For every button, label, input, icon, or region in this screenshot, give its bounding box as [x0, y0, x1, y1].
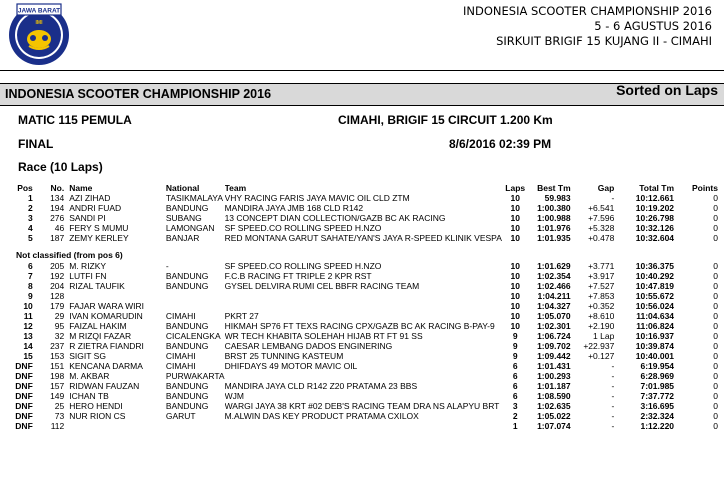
table-row: [0, 233, 724, 243]
table-row: [0, 331, 724, 341]
cell-points: 0: [713, 371, 718, 381]
cell-laps: 10: [510, 203, 520, 213]
cell-gap: -: [611, 401, 615, 411]
cell-national: [166, 291, 225, 301]
cell-pos: 4: [28, 223, 33, 233]
cell-gap: -: [611, 391, 615, 401]
table-row: [0, 223, 724, 233]
cell-gap: +7.853: [588, 291, 615, 301]
cell-no: 192: [50, 271, 65, 281]
cell-laps: 10: [510, 311, 520, 321]
cell-total-time: 10:16.937: [635, 331, 675, 341]
cell-total-time: 10:32.126: [635, 223, 675, 233]
cell-points: 0: [713, 411, 718, 421]
cell-team: 13 CONCEPT DIAN COLLECTION/GAZB BC AK RACING: [224, 213, 446, 223]
cell-laps: 1: [512, 421, 518, 431]
table-row: [0, 301, 724, 311]
cell-team: SF SPEED.CO ROLLING SPEED H.NZO: [224, 223, 382, 233]
cell-best-time: 1:01.187: [537, 381, 571, 391]
cell-total-time: 10:39.874: [635, 341, 675, 351]
cell-no: 204: [50, 281, 65, 291]
cell-best-time: 1:01.935: [537, 233, 571, 243]
table-row: [0, 261, 724, 271]
cell-pos: 11: [23, 311, 33, 321]
col-no: No.: [50, 183, 65, 193]
cell-no: 276: [50, 213, 65, 223]
cell-best-time: 1:00.988: [537, 213, 571, 223]
cell-no: 237: [50, 341, 65, 351]
event-dates: 5 - 6 AGUSTUS 2016: [594, 19, 712, 33]
cell-name: M. RIZKY: [69, 261, 107, 271]
cell-team: BRST 25 TUNNING KASTEUM: [224, 351, 344, 361]
cell-laps: 10: [510, 261, 520, 271]
cell-name: ICHAN TB: [69, 391, 109, 401]
results-table: [0, 183, 724, 431]
cell-laps: 10: [510, 301, 520, 311]
cell-best-time: 1:02.354: [537, 271, 571, 281]
cell-name: LUTFI FN: [69, 271, 107, 281]
cell-total-time: 7:37.772: [640, 391, 675, 401]
championship-title: INDONESIA SCOOTER CHAMPIONSHIP 2016: [5, 87, 272, 101]
table-row: [0, 351, 724, 361]
cell-no: 32: [54, 331, 65, 341]
cell-national: BANDUNG: [165, 203, 209, 213]
cell-national: CICALENGKA: [165, 331, 221, 341]
cell-team: M.ALWIN DAS KEY PRODUCT PRATAMA CXILOX: [224, 411, 419, 421]
cell-total-time: 10:56.024: [635, 301, 675, 311]
cell-name: NUR RION CS: [69, 411, 126, 421]
cell-pos: 7: [28, 271, 33, 281]
cell-gap: +0.478: [588, 233, 615, 243]
cell-gap: -: [611, 421, 615, 431]
cell-no: 187: [50, 233, 65, 243]
cell-best-time: 1:02.466: [537, 281, 571, 291]
cell-team: GYSEL DELVIRA RUMI CEL BBFR RACING TEAM: [224, 281, 420, 291]
event-header: [463, 4, 712, 49]
cell-pos: 1: [28, 193, 33, 203]
cell-team: WR TECH KHABITA SOLEHAH HIJAB RT FT 91 SS: [224, 331, 423, 341]
cell-pos: 13: [23, 331, 33, 341]
table-row: [0, 401, 724, 411]
cell-total-time: 1:12.220: [640, 421, 675, 431]
cell-points: 0: [713, 351, 718, 361]
cell-laps: 10: [510, 193, 520, 203]
cell-gap: +6.541: [588, 203, 615, 213]
logo-banner-text: JAWA BARAT: [17, 7, 61, 15]
cell-name: SIGIT SG: [69, 351, 106, 361]
col-best-time: Best Tm: [537, 183, 571, 193]
cell-national: [166, 301, 225, 311]
cell-pos: 15: [23, 351, 33, 361]
cell-no: 73: [54, 411, 65, 421]
cell-name: [69, 421, 166, 431]
class-name: MATIC 115 PEMULA: [18, 113, 132, 127]
cell-team: DHIFDAYS 49 MOTOR MAVIC OIL: [224, 361, 358, 371]
cell-pos: 12: [23, 321, 33, 331]
cell-points: 0: [713, 281, 718, 291]
cell-pos: DNF: [15, 391, 33, 401]
col-total-time: Total Tm: [639, 183, 675, 193]
cell-points: 0: [713, 193, 718, 203]
cell-total-time: 10:26.798: [635, 213, 675, 223]
cell-total-time: 10:40.001: [635, 351, 675, 361]
cell-best-time: 1:08.590: [537, 391, 571, 401]
cell-team: HIKMAH SP76 FT TEXS RACING CPX/GAZB BC AK RACING B-PAY-9: [224, 321, 495, 331]
cell-no: 29: [54, 311, 65, 321]
cell-total-time: 10:32.604: [635, 233, 675, 243]
table-row: [0, 421, 724, 431]
cell-laps: 6: [512, 381, 518, 391]
cell-points: 0: [713, 361, 718, 371]
cell-name: ZEMY KERLEY: [69, 233, 129, 243]
cell-name: KENCANA DARMA: [69, 361, 143, 371]
cell-team: [225, 371, 502, 381]
cell-total-time: 3:16.695: [640, 401, 675, 411]
table-row: [0, 271, 724, 281]
cell-gap: +7.527: [588, 281, 615, 291]
not-classified-section: [0, 249, 724, 261]
imi-jawa-barat-logo: [7, 2, 71, 66]
cell-pos: 9: [28, 291, 33, 301]
cell-points: 0: [713, 331, 718, 341]
cell-team: SF SPEED.CO ROLLING SPEED H.NZO: [224, 261, 382, 271]
table-row: [0, 193, 724, 203]
cell-laps: 10: [510, 271, 520, 281]
cell-no: 151: [50, 361, 65, 371]
cell-gap: -: [611, 411, 615, 421]
cell-laps: 9: [512, 341, 518, 351]
cell-national: BANJAR: [165, 233, 200, 243]
table-row: [0, 411, 724, 421]
header-divider: [0, 70, 724, 71]
cell-points: 0: [713, 271, 718, 281]
cell-no: 153: [50, 351, 65, 361]
cell-no: 134: [50, 193, 65, 203]
cell-national: TASIKMALAYA: [165, 193, 223, 203]
cell-no: 46: [54, 223, 65, 233]
cell-gap: +3.917: [588, 271, 615, 281]
table-row: [0, 213, 724, 223]
cell-national: BANDUNG: [165, 341, 209, 351]
cell-best-time: 1:00.293: [537, 371, 571, 381]
cell-national: BANDUNG: [165, 391, 209, 401]
cell-no: 179: [50, 301, 65, 311]
cell-pos: 2: [28, 203, 33, 213]
cell-team: [225, 291, 502, 301]
cell-team: MANDIRA JAYA JMB 168 CLD R142: [224, 203, 364, 213]
table-header-row: [0, 183, 724, 193]
cell-total-time: 10:40.292: [635, 271, 675, 281]
cell-points: 0: [713, 233, 718, 243]
cell-best-time: 1:02.301: [537, 321, 571, 331]
cell-total-time: 6:28.969: [640, 371, 675, 381]
cell-name: RIDWAN FAUZAN: [69, 381, 140, 391]
cell-pos: 5: [28, 233, 33, 243]
cell-total-time: 10:12.661: [635, 193, 675, 203]
cell-points: 0: [713, 381, 718, 391]
cell-no: 112: [50, 421, 65, 431]
cell-best-time: 59.983: [544, 193, 571, 203]
event-venue: SIRKUIT BRIGIF 15 KUJANG II - CIMAHI: [496, 34, 712, 48]
cell-no: 198: [50, 371, 65, 381]
cell-gap: +22.937: [583, 341, 615, 351]
cell-laps: 3: [512, 401, 518, 411]
championship-bar: [0, 83, 724, 106]
table-row: [0, 203, 724, 213]
cell-gap: -: [611, 371, 615, 381]
cell-total-time: 7:01.985: [640, 381, 675, 391]
cell-laps: 6: [512, 361, 518, 371]
cell-laps: 6: [512, 371, 518, 381]
cell-best-time: 1:01.431: [537, 361, 571, 371]
cell-name: M RIZQI FAZAR: [69, 331, 132, 341]
cell-best-time: 1:05.070: [537, 311, 571, 321]
cell-national: BANDUNG: [165, 281, 209, 291]
cell-best-time: 1:05.022: [537, 411, 571, 421]
cell-team: [225, 301, 502, 311]
table-row: [0, 371, 724, 381]
cell-pos: DNF: [15, 421, 33, 431]
cell-team: WARGI JAYA 38 KRT #02 DEB'S RACING TEAM DRA NS ALAPYU BRT: [224, 401, 500, 411]
cell-total-time: 2:32.324: [640, 411, 675, 421]
cell-name: M. AKBAR: [69, 371, 110, 381]
cell-points: 0: [713, 213, 718, 223]
cell-gap: +2.190: [588, 321, 615, 331]
cell-points: 0: [713, 321, 718, 331]
cell-gap: -: [611, 361, 615, 371]
cell-pos: DNF: [15, 361, 33, 371]
cell-laps: 10: [510, 213, 520, 223]
cell-points: 0: [713, 261, 718, 271]
cell-pos: 6: [28, 261, 33, 271]
cell-best-time: 1:00.380: [537, 203, 571, 213]
cell-laps: 10: [510, 223, 520, 233]
cell-national: GARUT: [165, 411, 196, 421]
cell-gap: +5.328: [588, 223, 615, 233]
table-row: [0, 391, 724, 401]
cell-national: CIMAHI: [165, 361, 196, 371]
cell-best-time: 1:04.327: [537, 301, 571, 311]
cell-best-time: 1:01.629: [537, 261, 571, 271]
cell-best-time: 1:04.211: [537, 291, 571, 301]
cell-no: 149: [50, 391, 65, 401]
cell-pos: 3: [28, 213, 33, 223]
cell-name: FAJAR WARA WIRI: [69, 301, 145, 311]
cell-points: 0: [713, 391, 718, 401]
cell-gap: +8.610: [588, 311, 615, 321]
cell-no: 128: [50, 291, 65, 301]
cell-name: AZI ZIHAD: [69, 193, 111, 203]
event-title: INDONESIA SCOOTER CHAMPIONSHIP 2016: [463, 4, 712, 18]
session-datetime: 8/6/2016 02:39 PM: [449, 137, 552, 151]
cell-gap: 1 Lap: [593, 331, 615, 341]
cell-points: 0: [713, 401, 718, 411]
col-laps: Laps: [505, 183, 526, 193]
cell-points: 0: [713, 311, 718, 321]
cell-pos: DNF: [15, 371, 33, 381]
col-name: Name: [69, 183, 93, 193]
cell-gap: -: [611, 193, 615, 203]
cell-name: IVAN KOMARUDIN: [69, 311, 143, 321]
cell-laps: 9: [512, 351, 518, 361]
cell-points: 0: [713, 341, 718, 351]
col-gap: Gap: [597, 183, 615, 193]
cell-pos: DNF: [15, 381, 33, 391]
cell-national: BANDUNG: [165, 401, 209, 411]
table-row: [0, 341, 724, 351]
cell-laps: 9: [512, 331, 518, 341]
cell-national: BANDUNG: [165, 321, 209, 331]
cell-name: HERO HENDI: [69, 401, 123, 411]
cell-total-time: 11:06.824: [636, 321, 675, 331]
cell-name: [69, 291, 166, 301]
classified-results: [0, 193, 724, 243]
col-pos: Pos: [17, 183, 33, 193]
cell-total-time: 6:19.954: [640, 361, 675, 371]
logo-imi-text: IMI: [35, 20, 43, 26]
cell-points: 0: [713, 421, 718, 431]
cell-laps: 6: [512, 391, 518, 401]
cell-total-time: 10:47.819: [635, 281, 675, 291]
table-row: [0, 281, 724, 291]
cell-name: R ZIETRA FIANDRI: [69, 341, 144, 351]
cell-national: CIMAHI: [165, 351, 196, 361]
cell-no: 95: [54, 321, 65, 331]
cell-total-time: 11:04.634: [636, 311, 675, 321]
cell-team: WJM: [224, 391, 244, 401]
cell-gap: +0.127: [588, 351, 615, 361]
cell-points: 0: [713, 291, 718, 301]
cell-laps: 10: [510, 321, 520, 331]
cell-team: PKRT 27: [224, 311, 259, 321]
cell-no: 194: [50, 203, 65, 213]
cell-national: PURWAKARTA: [165, 371, 225, 381]
session-name: FINAL: [18, 137, 54, 151]
cell-total-time: 10:36.375: [635, 261, 675, 271]
cell-total-time: 10:55.672: [635, 291, 675, 301]
cell-laps: 10: [510, 291, 520, 301]
cell-name: SANDI PI: [69, 213, 106, 223]
cell-national: CIMAHI: [165, 311, 196, 321]
table-row: [0, 321, 724, 331]
col-team: Team: [224, 183, 247, 193]
cell-laps: 10: [510, 233, 520, 243]
cell-gap: +7.596: [588, 213, 615, 223]
race-label: Race (10 Laps): [18, 160, 103, 174]
cell-team: CAESAR LEMBANG DADOS ENGINERING: [224, 341, 393, 351]
cell-name: FERY S MUMU: [69, 223, 129, 233]
circuit-name: CIMAHI, BRIGIF 15 CIRCUIT 1.200 Km: [338, 113, 553, 127]
cell-no: 205: [50, 261, 65, 271]
cell-points: 0: [713, 223, 718, 233]
cell-pos: DNF: [15, 401, 33, 411]
col-national: National: [165, 183, 200, 193]
cell-national: BANDUNG: [165, 271, 209, 281]
cell-total-time: 10:19.202: [635, 203, 675, 213]
cell-laps: 10: [510, 281, 520, 291]
not-classified-results: [0, 261, 724, 431]
cell-national: SUBANG: [165, 213, 202, 223]
cell-gap: +3.771: [588, 261, 615, 271]
cell-national: [166, 421, 225, 431]
table-row: [0, 361, 724, 371]
cell-team: MANDIRA JAYA CLD R142 Z20 PRATAMA 23 BBS: [224, 381, 418, 391]
cell-laps: 2: [512, 411, 518, 421]
cell-gap: -: [611, 381, 615, 391]
cell-national: BANDUNG: [165, 381, 209, 391]
cell-team: RED MONTANA GARUT SAHATE/YAN'S JAYA R-SPEED KLINIK VESPA: [224, 233, 502, 243]
cell-best-time: 1:02.635: [537, 401, 571, 411]
table-row: [0, 381, 724, 391]
cell-best-time: 1:07.074: [537, 421, 571, 431]
table-row: [0, 291, 724, 301]
col-points: Points: [692, 183, 718, 193]
cell-best-time: 1:06.724: [537, 331, 571, 341]
cell-name: FAIZAL HAKIM: [69, 321, 127, 331]
cell-gap: +0.352: [588, 301, 615, 311]
cell-team: F.C.B RACING FT TRIPLE 2 KPR RST: [224, 271, 372, 281]
cell-team: VHY RACING FARIS JAYA MAVIC OIL CLD ZTM: [224, 193, 410, 203]
cell-best-time: 1:09.702: [537, 341, 571, 351]
cell-points: 0: [713, 203, 718, 213]
cell-national: LAMONGAN: [165, 223, 215, 233]
cell-no: 25: [54, 401, 65, 411]
cell-best-time: 1:09.442: [537, 351, 571, 361]
cell-name: ANDRI FUAD: [69, 203, 122, 213]
cell-pos: 8: [28, 281, 33, 291]
cell-pos: DNF: [15, 411, 33, 421]
cell-points: 0: [713, 301, 718, 311]
cell-no: 157: [50, 381, 65, 391]
cell-national: -: [165, 261, 169, 271]
sorted-label: Sorted on Laps: [616, 82, 718, 98]
not-classified-label: Not classified (from pos 6): [16, 250, 123, 260]
cell-pos: 10: [23, 301, 33, 311]
cell-best-time: 1:01.976: [537, 223, 571, 233]
cell-team: [225, 421, 502, 431]
cell-pos: 14: [23, 341, 33, 351]
table-row: [0, 311, 724, 321]
cell-name: RIZAL TAUFIK: [69, 281, 125, 291]
